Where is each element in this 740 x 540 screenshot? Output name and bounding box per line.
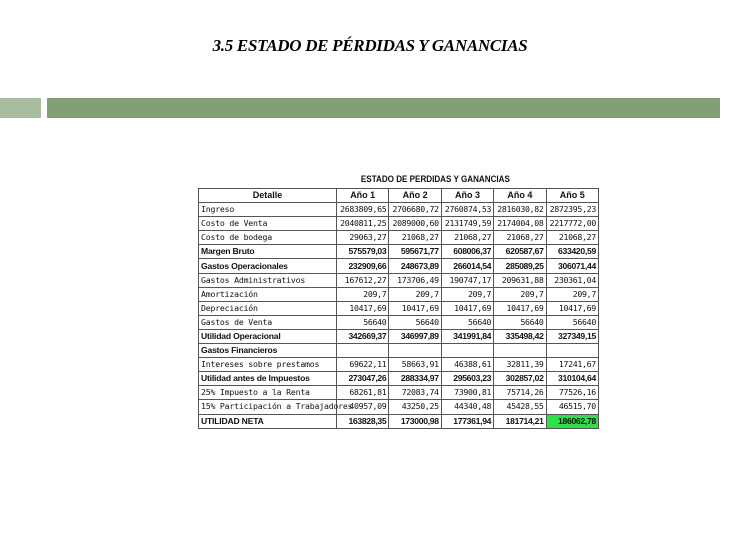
cell-year-4: 56640: [494, 315, 546, 329]
header-detalle: Detalle: [199, 189, 337, 203]
table-caption: ESTADO DE PERDIDAS Y GANANCIAS: [360, 174, 510, 185]
cell-year-3: 44340,48: [441, 400, 493, 414]
table-row: [199, 414, 599, 428]
cell-year-2: 346997,89: [389, 329, 441, 343]
row-label: Ingreso: [199, 203, 337, 217]
cell-year-3: 190747,17: [441, 273, 493, 287]
cell-year-1: 575579,03: [337, 245, 389, 259]
cell-year-4: 335498,42: [494, 329, 546, 343]
income-statement-figure: [198, 172, 598, 429]
cell-year-5: 310104,64: [546, 372, 598, 386]
decorative-bar-small: [0, 98, 41, 118]
table-row: [199, 372, 599, 386]
header-year-3: Año 3: [441, 189, 493, 203]
cell-year-1: 56640: [337, 315, 389, 329]
cell-year-5: 2872395,23: [546, 203, 598, 217]
table-row: [199, 273, 599, 287]
slide-title: 3.5 ESTADO DE PÉRDIDAS Y GANANCIAS: [212, 36, 528, 55]
table-row: [199, 287, 599, 301]
cell-year-2: 2706680,72: [389, 203, 441, 217]
cell-year-2: 56640: [389, 315, 441, 329]
table-row: [199, 231, 599, 245]
cell-year-2: [389, 344, 441, 358]
cell-year-1: 29063,27: [337, 231, 389, 245]
cell-year-1: [337, 344, 389, 358]
table-row: [199, 203, 599, 217]
table-row: [199, 315, 599, 329]
cell-year-3: 177361,94: [441, 414, 493, 428]
cell-year-2: 58663,91: [389, 358, 441, 372]
cell-year-3: 295603,23: [441, 372, 493, 386]
table-row: [199, 245, 599, 259]
cell-year-4: 45428,55: [494, 400, 546, 414]
cell-year-5: 306071,44: [546, 259, 598, 273]
header-year-4: Año 4: [494, 189, 546, 203]
cell-year-5: 327349,15: [546, 329, 598, 343]
table-row: [199, 259, 599, 273]
cell-year-3: 56640: [441, 315, 493, 329]
cell-year-4: [494, 344, 546, 358]
cell-year-4: 2174004,08: [494, 217, 546, 231]
cell-year-5: 2217772,00: [546, 217, 598, 231]
cell-year-4: 32811,39: [494, 358, 546, 372]
table-header-row: [199, 189, 599, 203]
cell-year-3: 46388,61: [441, 358, 493, 372]
cell-year-3: 2131749,59: [441, 217, 493, 231]
cell-year-4: 10417,69: [494, 301, 546, 315]
table-row: [199, 301, 599, 315]
cell-year-1: 342669,37: [337, 329, 389, 343]
cell-year-1: 10417,69: [337, 301, 389, 315]
table-row: [199, 344, 599, 358]
cell-year-1: 2040811,25: [337, 217, 389, 231]
table-row: [199, 400, 599, 414]
table-row: [199, 386, 599, 400]
row-label: Intereses sobre prestamos: [199, 358, 337, 372]
header-year-2: Año 2: [389, 189, 441, 203]
row-label: 15% Participación a Trabajadores: [199, 400, 337, 414]
row-label: Costo de bodega: [199, 231, 337, 245]
row-label: Costo de Venta: [199, 217, 337, 231]
cell-year-3: 341991,84: [441, 329, 493, 343]
cell-year-2: 173706,49: [389, 273, 441, 287]
cell-year-5: 56640: [546, 315, 598, 329]
row-label: Gastos de Venta: [199, 315, 337, 329]
cell-year-1: 232909,66: [337, 259, 389, 273]
row-label: UTILIDAD NETA: [199, 414, 337, 428]
cell-year-3: 209,7: [441, 287, 493, 301]
cell-year-2: 72083,74: [389, 386, 441, 400]
row-label: Utilidad antes de Impuestos: [199, 372, 337, 386]
cell-year-4: 209,7: [494, 287, 546, 301]
income-statement-table: [198, 188, 599, 429]
cell-year-4: 2816030,82: [494, 203, 546, 217]
table-row: [199, 217, 599, 231]
cell-year-5: 633420,59: [546, 245, 598, 259]
cell-year-2: 209,7: [389, 287, 441, 301]
cell-year-4: 620587,67: [494, 245, 546, 259]
row-label: Utilidad Operacional: [199, 329, 337, 343]
cell-year-3: [441, 344, 493, 358]
table-body: [199, 203, 599, 429]
cell-year-2: 21068,27: [389, 231, 441, 245]
cell-year-4: 181714,21: [494, 414, 546, 428]
cell-year-5: [546, 344, 598, 358]
header-year-1: Año 1: [337, 189, 389, 203]
cell-year-1: 69622,11: [337, 358, 389, 372]
row-label: Margen Bruto: [199, 245, 337, 259]
cell-year-5: 209,7: [546, 287, 598, 301]
cell-year-1: 209,7: [337, 287, 389, 301]
cell-year-4: 21068,27: [494, 231, 546, 245]
cell-year-4: 285089,25: [494, 259, 546, 273]
row-label: Gastos Administrativos: [199, 273, 337, 287]
cell-year-5: 77526,16: [546, 386, 598, 400]
cell-year-1: 68261,81: [337, 386, 389, 400]
table-row: [199, 358, 599, 372]
cell-year-5: 10417,69: [546, 301, 598, 315]
cell-year-1: 273047,26: [337, 372, 389, 386]
cell-year-2: 288334,97: [389, 372, 441, 386]
cell-year-5: 230361,04: [546, 273, 598, 287]
row-label: 25% Impuesto a la Renta: [199, 386, 337, 400]
row-label: Gastos Operacionales: [199, 259, 337, 273]
table-row: [199, 329, 599, 343]
row-label: Amortización: [199, 287, 337, 301]
cell-year-3: 266014,54: [441, 259, 493, 273]
cell-year-1: 40957,09: [337, 400, 389, 414]
cell-year-2: 2089000,60: [389, 217, 441, 231]
cell-year-1: 2683809,65: [337, 203, 389, 217]
cell-year-2: 595671,77: [389, 245, 441, 259]
cell-year-5: 46515,70: [546, 400, 598, 414]
cell-year-4: 209631,88: [494, 273, 546, 287]
cell-year-3: 10417,69: [441, 301, 493, 315]
row-label: Depreciación: [199, 301, 337, 315]
cell-year-3: 21068,27: [441, 231, 493, 245]
decorative-bar-large: [47, 98, 720, 118]
cell-year-5: 186062,78: [546, 414, 598, 428]
cell-year-4: 75714,26: [494, 386, 546, 400]
cell-year-3: 608006,37: [441, 245, 493, 259]
cell-year-2: 248673,89: [389, 259, 441, 273]
cell-year-3: 73900,81: [441, 386, 493, 400]
cell-year-2: 10417,69: [389, 301, 441, 315]
cell-year-4: 302857,02: [494, 372, 546, 386]
cell-year-3: 2760874,53: [441, 203, 493, 217]
cell-year-2: 43250,25: [389, 400, 441, 414]
cell-year-1: 163828,35: [337, 414, 389, 428]
cell-year-1: 167612,27: [337, 273, 389, 287]
row-label: Gastos Financieros: [199, 344, 337, 358]
cell-year-5: 21068,27: [546, 231, 598, 245]
cell-year-5: 17241,67: [546, 358, 598, 372]
header-year-5: Año 5: [546, 189, 598, 203]
cell-year-2: 173000,98: [389, 414, 441, 428]
